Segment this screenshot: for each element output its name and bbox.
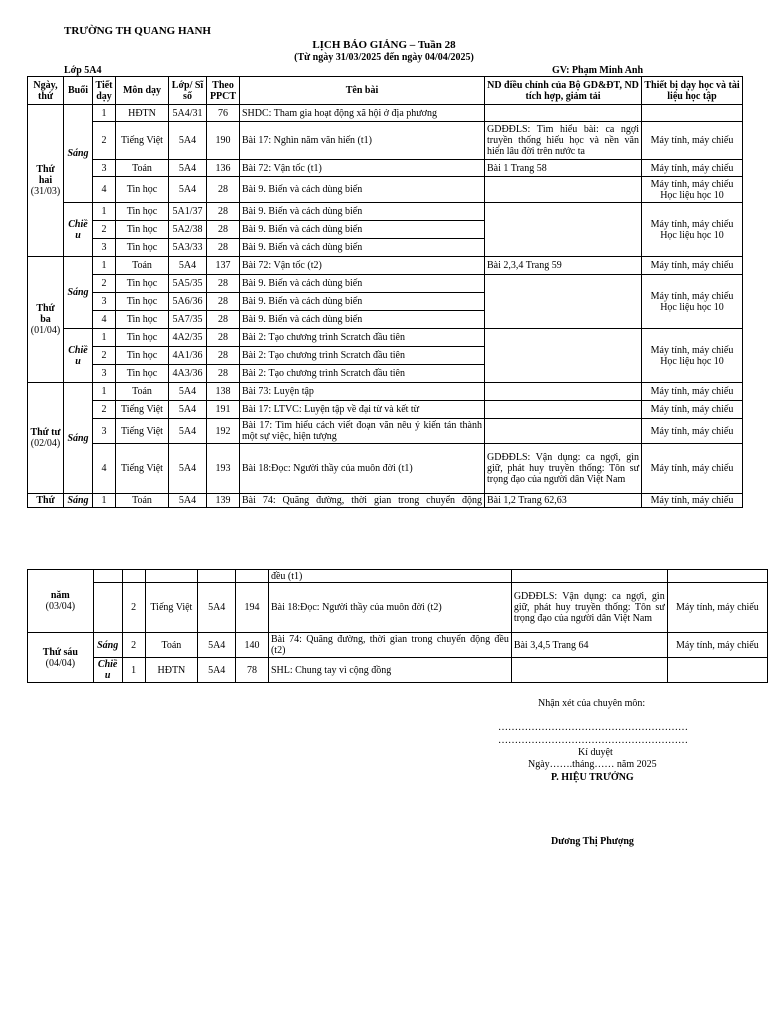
class-cell: 5A4 <box>169 257 207 275</box>
subject-cell: HĐTN <box>145 658 198 683</box>
approval-label: Kí duyệt <box>578 747 613 758</box>
equipment-cell: Máy tính, máy chiếu <box>642 444 743 494</box>
header-adjust: ND điều chỉnh của Bộ GD&ĐT, ND tích hợp, giảm tải <box>485 77 642 105</box>
subject-cell: Tin học <box>116 275 169 293</box>
equipment-cell: Máy tính, máy chiếu <box>667 633 767 658</box>
subject-cell: HĐTN <box>116 105 169 122</box>
day-name: Thứ hai <box>36 164 55 186</box>
table-row <box>28 203 743 221</box>
adjust-cell: Bài 1,2 Trang 62,63 <box>485 494 642 508</box>
comment-line-2: ………………………………………………… <box>498 735 688 746</box>
equipment-cell <box>667 658 767 683</box>
header-day: Ngày, thứ <box>28 77 64 105</box>
period-cell: 4 <box>93 444 116 494</box>
session-cell: Chiề u <box>64 329 93 383</box>
day-cell-wednesday <box>28 383 64 494</box>
class-cell: 5A4 <box>198 583 236 633</box>
day-cell-monday <box>28 105 64 257</box>
lesson-cell: Bài 17: Nghìn năm văn hiến (t1) <box>240 122 485 160</box>
ppct-cell: 76 <box>207 105 240 122</box>
table-header-row <box>28 77 743 105</box>
ppct-cell: 28 <box>207 311 240 329</box>
adjust-cell <box>485 383 642 401</box>
equipment-cell: Máy tính, máy chiếu <box>642 257 743 275</box>
period-cell: 2 <box>93 122 116 160</box>
class-cell: 5A4 <box>169 494 207 508</box>
class-cell: 4A3/36 <box>169 365 207 383</box>
class-cell <box>198 570 236 583</box>
equipment-cell: Máy tính, máy chiếu <box>642 419 743 444</box>
ppct-cell: 28 <box>207 177 240 203</box>
table-row <box>28 633 768 658</box>
ppct-cell: 28 <box>207 329 240 347</box>
day-date: (02/04) <box>30 438 61 449</box>
class-cell: 5A4 <box>198 658 236 683</box>
subject-cell: Tin học <box>116 347 169 365</box>
equipment-cell: Máy tính, máy chiếu <box>667 583 767 633</box>
period-cell: 2 <box>93 221 116 239</box>
period-cell: 2 <box>122 633 145 658</box>
comment-label: Nhận xét của chuyên môn: <box>538 698 646 709</box>
table-row <box>28 494 743 508</box>
equipment-cell: Máy tính, máy chiếu <box>642 122 743 160</box>
ppct-cell: 28 <box>207 239 240 257</box>
period-cell: 3 <box>93 365 116 383</box>
adjust-cell <box>485 203 642 257</box>
comment-line-1: ………………………………………………… <box>498 722 688 733</box>
equipment-cell: Máy tính, máy chiếu Học liệu học 10 <box>642 329 743 383</box>
subject-cell: Toán <box>116 383 169 401</box>
session-cell <box>93 583 122 633</box>
table-row <box>28 177 743 203</box>
equipment-cell: Máy tính, máy chiếu <box>642 401 743 419</box>
class-label: Lớp 5A4 <box>64 65 102 76</box>
lesson-cell: Bài 74: Quãng đường, thời gian trong chuyển động <box>240 494 485 508</box>
ppct-cell: 190 <box>207 122 240 160</box>
lesson-cell: Bài 9. Biến và cách dùng biến <box>240 239 485 257</box>
period-cell: 1 <box>93 105 116 122</box>
subject-cell: Tin học <box>116 239 169 257</box>
ppct-cell: 136 <box>207 160 240 177</box>
period-cell: 1 <box>122 658 145 683</box>
lesson-cell: Bài 2: Tạo chương trình Scratch đầu tiên <box>240 329 485 347</box>
adjust-cell <box>511 658 667 683</box>
class-cell: 5A7/35 <box>169 311 207 329</box>
lesson-cell: Bài 17: LTVC: Luyện tập về đại từ và kết từ <box>240 401 485 419</box>
ppct-cell: 28 <box>207 365 240 383</box>
day-cell-thursday: Thứ <box>28 494 64 508</box>
session-cell: Sáng <box>93 633 122 658</box>
class-cell: 5A2/38 <box>169 221 207 239</box>
lesson-cell: Bài 72: Vận tốc (t2) <box>240 257 485 275</box>
subject-cell: Tin học <box>116 177 169 203</box>
subject-cell: Tiếng Việt <box>116 122 169 160</box>
session-cell: Sáng <box>64 257 93 329</box>
subject-cell: Tin học <box>116 329 169 347</box>
table-row <box>28 383 743 401</box>
equipment-cell: Máy tính, máy chiếu <box>642 383 743 401</box>
table-row <box>28 257 743 275</box>
subject-cell: Tin học <box>116 293 169 311</box>
ppct-cell: 28 <box>207 293 240 311</box>
equipment-cell: Máy tính, máy chiếu Học liệu học 10 <box>642 203 743 257</box>
adjust-cell: Bài 2,3,4 Trang 59 <box>485 257 642 275</box>
adjust-cell: GDĐĐLS: Vận dụng: ca ngợi, gìn giữ, phát huy truyền thống: Tôn sư trọng đạo của người dân Việt Nam <box>485 444 642 494</box>
subject-cell <box>145 570 198 583</box>
approval-date: Ngày…….tháng…… năm 2025 <box>528 759 657 770</box>
class-cell: 5A4 <box>169 419 207 444</box>
equipment-cell: Máy tính, máy chiếu <box>642 160 743 177</box>
table-row <box>28 329 743 347</box>
lesson-cell: Bài 74: Quãng đường, thời gian trong chuyển động đều (t2) <box>268 633 511 658</box>
ppct-cell: 78 <box>236 658 269 683</box>
table-row <box>28 160 743 177</box>
subject-cell: Tiếng Việt <box>116 444 169 494</box>
ppct-cell: 28 <box>207 203 240 221</box>
header-ppct: Theo PPCT <box>207 77 240 105</box>
page-title: LỊCH BÁO GIẢNG – Tuần 28 <box>312 39 456 51</box>
period-cell: 1 <box>93 257 116 275</box>
subject-cell: Tiếng Việt <box>145 583 198 633</box>
adjust-cell <box>485 401 642 419</box>
adjust-cell <box>485 275 642 329</box>
teacher-name: GV: Phạm Minh Anh <box>552 65 644 76</box>
day-name: năm <box>50 590 70 601</box>
lesson-cell: Bài 2: Tạo chương trình Scratch đầu tiên <box>240 365 485 383</box>
schedule-table-page2 <box>27 569 768 683</box>
lesson-cell: Bài 72: Vận tốc (t1) <box>240 160 485 177</box>
table-row <box>28 122 743 160</box>
table-row <box>28 583 768 633</box>
class-cell: 5A5/35 <box>169 275 207 293</box>
period-cell: 1 <box>93 494 116 508</box>
lesson-cell: Bài 18:Đọc: Người thầy của muôn đời (t1) <box>240 444 485 494</box>
period-cell: 1 <box>93 383 116 401</box>
equipment-cell <box>642 105 743 122</box>
subject-cell: Toán <box>116 494 169 508</box>
ppct-cell: 194 <box>236 583 269 633</box>
lesson-cell: Bài 9. Biến và cách dùng biến <box>240 275 485 293</box>
header-lesson: Tên bài <box>240 77 485 105</box>
class-cell: 5A6/36 <box>169 293 207 311</box>
day-cell-thursday <box>28 570 94 633</box>
equipment-cell <box>667 570 767 583</box>
header-class: Lớp/ Sĩ số <box>169 77 207 105</box>
equipment-cell: Máy tính, máy chiếu Học liệu học 10 <box>642 177 743 203</box>
period-cell: 2 <box>93 347 116 365</box>
table-row <box>28 444 743 494</box>
table-row <box>28 570 768 583</box>
lesson-cell: Bài 9. Biến và cách dùng biến <box>240 311 485 329</box>
lesson-cell: Bài 73: Luyện tập <box>240 383 485 401</box>
subject-cell: Toán <box>145 633 198 658</box>
period-cell: 3 <box>93 419 116 444</box>
period-cell: 1 <box>93 329 116 347</box>
day-cell-tuesday <box>28 257 64 383</box>
subject-cell: Tiếng Việt <box>116 401 169 419</box>
subject-cell: Toán <box>116 257 169 275</box>
header-session: Buổi <box>64 77 93 105</box>
subject-cell: Toán <box>116 160 169 177</box>
day-date: (03/04) <box>45 601 76 612</box>
class-cell: 5A4 <box>169 122 207 160</box>
subject-cell: Tin học <box>116 311 169 329</box>
ppct-cell: 192 <box>207 419 240 444</box>
ppct-cell: 193 <box>207 444 240 494</box>
subject-cell: Tin học <box>116 365 169 383</box>
adjust-cell: Bài 1 Trang 58 <box>485 160 642 177</box>
adjust-cell: GDĐĐLS: Tìm hiểu bài: ca ngợi truyền thống hiếu học và nền văn hiến lâu đời trên nước ta <box>485 122 642 160</box>
class-cell: 5A4 <box>169 401 207 419</box>
class-cell: 5A4 <box>169 444 207 494</box>
lesson-cell: Bài 18:Đọc: Người thầy của muôn đời (t2) <box>268 583 511 633</box>
class-cell: 5A1/37 <box>169 203 207 221</box>
lesson-cell: SHDC: Tham gia hoạt động xã hội ở địa phương <box>240 105 485 122</box>
ppct-cell: 140 <box>236 633 269 658</box>
table-row <box>28 401 743 419</box>
period-cell: 2 <box>93 275 116 293</box>
class-cell: 5A4 <box>198 633 236 658</box>
period-cell <box>122 570 145 583</box>
session-cell: Chiề u <box>93 658 122 683</box>
subject-cell: Tin học <box>116 221 169 239</box>
ppct-cell: 28 <box>207 221 240 239</box>
adjust-cell: GDĐĐLS: Vận dụng: ca ngợi, gìn giữ, phát huy truyền thống: Tôn sư trọng đạo của người dân Việt Nam <box>511 583 667 633</box>
date-range: (Từ ngày 31/03/2025 đến ngày 04/04/2025) <box>294 52 474 63</box>
period-cell: 3 <box>93 160 116 177</box>
period-cell: 2 <box>93 401 116 419</box>
table-row <box>28 275 743 293</box>
class-cell: 4A2/35 <box>169 329 207 347</box>
class-cell: 5A4 <box>169 177 207 203</box>
class-cell: 5A4 <box>169 160 207 177</box>
period-cell: 3 <box>93 239 116 257</box>
header-period: Tiết dạy <box>93 77 116 105</box>
subject-cell: Tin học <box>116 203 169 221</box>
lesson-cell: Bài 2: Tạo chương trình Scratch đầu tiên <box>240 347 485 365</box>
day-name: Thứ tư <box>30 427 61 438</box>
adjust-cell <box>485 329 642 383</box>
period-cell: 1 <box>93 203 116 221</box>
period-cell: 2 <box>122 583 145 633</box>
adjust-cell: Bài 3,4,5 Trang 64 <box>511 633 667 658</box>
approver-name: Dương Thị Phượng <box>551 836 634 847</box>
day-name: Thứ sáu <box>42 646 78 658</box>
day-name: Thứ ba <box>36 303 55 325</box>
schedule-table-page1 <box>27 76 743 508</box>
equipment-cell: Máy tính, máy chiếu <box>642 494 743 508</box>
approver-position: P. HIỆU TRƯỞNG <box>551 772 634 783</box>
adjust-cell <box>485 105 642 122</box>
ppct-cell: 28 <box>207 275 240 293</box>
lesson-cell: SHL: Chung tay vì cộng đồng <box>268 658 511 683</box>
adjust-cell <box>511 570 667 583</box>
equipment-cell: Máy tính, máy chiếu Học liệu học 10 <box>642 275 743 329</box>
header-equipment: Thiết bị dạy học và tài liệu học tập <box>642 77 743 105</box>
lesson-cell: Bài 9. Biến và cách dùng biến <box>240 293 485 311</box>
lesson-cell: Bài 9. Biến và cách dùng biến <box>240 221 485 239</box>
lesson-cell: đều (t1) <box>268 570 511 583</box>
ppct-cell: 137 <box>207 257 240 275</box>
lesson-cell: Bài 17: Tìm hiểu cách viết đoạn văn nêu ý kiến tán thành một sự việc, hiện tượng <box>240 419 485 444</box>
adjust-cell <box>485 177 642 203</box>
class-cell: 4A1/36 <box>169 347 207 365</box>
session-cell: Sáng <box>64 383 93 494</box>
class-cell: 5A4 <box>169 383 207 401</box>
lesson-cell: Bài 9. Biến và cách dùng biến <box>240 177 485 203</box>
ppct-cell: 138 <box>207 383 240 401</box>
lesson-cell: Bài 9. Biến và cách dùng biến <box>240 203 485 221</box>
period-cell: 4 <box>93 311 116 329</box>
session-cell: Sáng <box>64 494 93 508</box>
ppct-cell: 139 <box>207 494 240 508</box>
session-cell: Chiề u <box>64 203 93 257</box>
session-cell: Sáng <box>64 105 93 203</box>
table-row <box>28 658 768 683</box>
day-date: (31/03) <box>30 186 61 197</box>
table-row <box>28 105 743 122</box>
adjust-cell <box>485 419 642 444</box>
subject-cell: Tiếng Việt <box>116 419 169 444</box>
class-cell: 5A4/31 <box>169 105 207 122</box>
ppct-cell: 191 <box>207 401 240 419</box>
school-name: TRƯỜNG TH QUANG HANH <box>64 25 211 37</box>
header-subject: Môn dạy <box>116 77 169 105</box>
period-cell: 4 <box>93 177 116 203</box>
period-cell: 3 <box>93 293 116 311</box>
day-date: (01/04) <box>30 325 61 336</box>
ppct-cell: 28 <box>207 347 240 365</box>
class-cell: 5A3/33 <box>169 239 207 257</box>
day-date: (04/04) <box>45 657 76 669</box>
table-row <box>28 419 743 444</box>
day-cell-friday <box>28 633 94 683</box>
ppct-cell <box>236 570 269 583</box>
session-cell <box>93 570 122 583</box>
